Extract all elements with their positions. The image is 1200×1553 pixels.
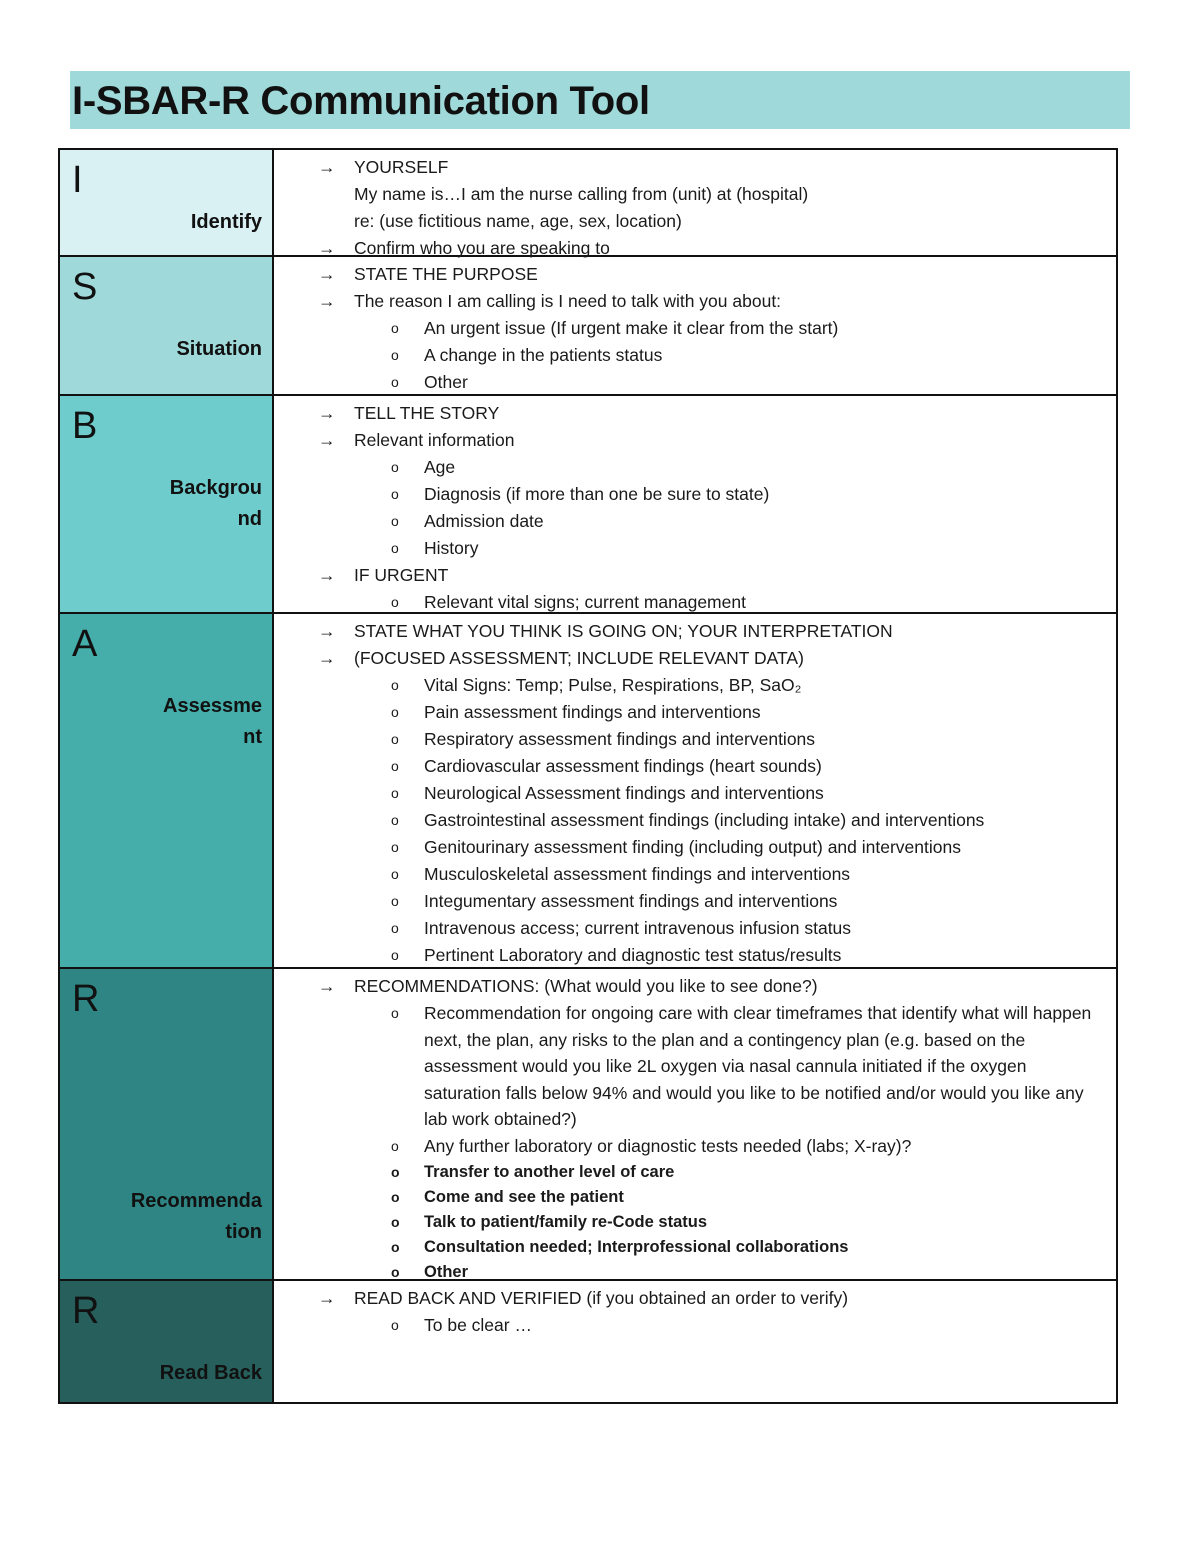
- section-letter: A: [72, 623, 98, 665]
- arrow-bullet-icon: →: [318, 238, 336, 258]
- sub-item: [274, 508, 1106, 535]
- section-letter: R: [72, 978, 100, 1020]
- line-text: Any further laboratory or diagnostic tests needed (labs; X-ray)?: [424, 1135, 912, 1156]
- content-line: [274, 181, 1106, 208]
- circle-bullet-icon: o: [391, 677, 399, 693]
- circle-bullet-icon: o: [391, 947, 399, 963]
- arrow-bullet-icon: →: [318, 430, 336, 450]
- line-text: Musculoskeletal assessment findings and interventions: [424, 864, 851, 884]
- line-text: Intravenous access; current intravenous infusion status: [424, 918, 852, 938]
- section-label-cell: [60, 150, 274, 255]
- section-word: [112, 207, 262, 238]
- section-background: [60, 396, 1116, 614]
- section-word-line: Read Back: [159, 1362, 262, 1384]
- section-word: [112, 334, 262, 365]
- sub-item: [274, 535, 1106, 562]
- circle-bullet-icon: o: [391, 486, 399, 502]
- circle-bullet-icon: o: [391, 1005, 399, 1021]
- sub-item: [274, 834, 1106, 861]
- section-word: [112, 473, 262, 535]
- line-text: re: (use fictitious name, age, sex, location): [354, 211, 682, 231]
- sub-item: [274, 1133, 1106, 1160]
- sub-item: [274, 861, 1106, 888]
- circle-bullet-icon: o: [391, 758, 399, 774]
- isbar-table: [58, 148, 1118, 1404]
- section-label-cell: [60, 969, 274, 1279]
- line-text: TELL THE STORY: [354, 403, 500, 423]
- circle-bullet-icon: o: [391, 812, 399, 828]
- section-letter: R: [72, 1290, 100, 1332]
- circle-bullet-icon: o: [391, 920, 399, 936]
- line-text: YOURSELF: [354, 157, 449, 177]
- section-label-cell: [60, 396, 274, 612]
- arrow-bullet-icon: →: [318, 264, 336, 284]
- sub-item: [274, 454, 1106, 481]
- line-text: Other: [424, 1262, 469, 1281]
- section-letter: I: [72, 159, 83, 201]
- sub-item: [274, 1000, 1106, 1133]
- sub-item: [274, 1185, 1106, 1210]
- line-text: Other: [424, 372, 468, 392]
- arrow-bullet-icon: →: [318, 976, 336, 996]
- section-word: [112, 1186, 262, 1248]
- section-content: [274, 614, 1116, 967]
- line-text: An urgent issue (If urgent make it clear from the start): [424, 318, 839, 338]
- section-word-line: Situation: [176, 338, 262, 360]
- circle-bullet-icon: o: [391, 374, 399, 390]
- content-line: [274, 1285, 1106, 1312]
- section-letter: B: [72, 405, 98, 447]
- circle-bullet-icon: o: [391, 1213, 400, 1230]
- section-letter: S: [72, 266, 98, 308]
- circle-bullet-icon: o: [391, 594, 399, 610]
- line-text: A change in the patients status: [424, 345, 663, 365]
- sub-item: [274, 699, 1106, 726]
- circle-bullet-icon: o: [391, 1238, 400, 1255]
- section-word-line: Recommenda: [130, 1190, 262, 1212]
- line-text: Confirm who you are speaking to: [354, 238, 610, 258]
- line-text: Admission date: [424, 511, 544, 531]
- line-text: Relevant information: [354, 430, 515, 450]
- line-text: My name is…I am the nurse calling from (unit) at (hospital): [354, 184, 809, 204]
- section-label-cell: [60, 614, 274, 967]
- line-text: Talk to patient/family re-Code status: [424, 1212, 707, 1231]
- section-assessment: [60, 614, 1116, 969]
- section-content: [274, 396, 1116, 612]
- circle-bullet-icon: o: [391, 893, 399, 909]
- sub-item: [274, 807, 1106, 834]
- circle-bullet-icon: o: [391, 540, 399, 556]
- sub-item: [274, 888, 1106, 915]
- section-content: [274, 257, 1116, 394]
- page-title: I-SBAR-R Communication Tool: [72, 79, 650, 123]
- line-text: READ BACK AND VERIFIED (if you obtained an order to verify): [354, 1288, 849, 1308]
- line-text: Genitourinary assessment finding (including output) and interventions: [424, 837, 961, 857]
- line-text: STATE WHAT YOU THINK IS GOING ON; YOUR INTERPRETATION: [354, 621, 893, 641]
- arrow-bullet-icon: →: [318, 621, 336, 641]
- line-text: Relevant vital signs; current management: [424, 592, 746, 612]
- line-text: Cardiovascular assessment findings (heart sounds): [424, 756, 822, 776]
- sub-item: [274, 1210, 1106, 1235]
- content-line: [274, 973, 1106, 1000]
- section-situation: [60, 257, 1116, 396]
- sub-item: [274, 481, 1106, 508]
- content-line: [274, 261, 1106, 288]
- arrow-bullet-icon: →: [318, 648, 336, 668]
- line-text: The reason I am calling is I need to talk with you about:: [354, 291, 782, 311]
- line-text: Transfer to another level of care: [424, 1162, 675, 1181]
- arrow-bullet-icon: →: [318, 403, 336, 423]
- sub-item: [274, 780, 1106, 807]
- section-recommendation: [60, 969, 1116, 1281]
- sub-item: [274, 672, 1106, 699]
- line-text: Pertinent Laboratory and diagnostic test status/results: [424, 945, 842, 965]
- sub-item: [274, 1260, 1106, 1285]
- section-identify: [60, 150, 1116, 257]
- sub-item: [274, 1312, 1106, 1339]
- line-text: RECOMMENDATIONS: (What would you like to see done?): [354, 976, 818, 996]
- content-line: [274, 154, 1106, 181]
- line-text: Respiratory assessment findings and interventions: [424, 729, 816, 749]
- sub-item: [274, 589, 1106, 616]
- sub-item: [274, 342, 1106, 369]
- circle-bullet-icon: o: [391, 866, 399, 882]
- sub-item: [274, 726, 1106, 753]
- arrow-bullet-icon: →: [318, 1288, 336, 1308]
- section-word-line: Identify: [190, 211, 262, 233]
- content-line: [274, 400, 1106, 427]
- circle-bullet-icon: o: [391, 785, 399, 801]
- line-text: Pain assessment findings and interventions: [424, 702, 761, 722]
- circle-bullet-icon: o: [391, 347, 399, 363]
- line-text: IF URGENT: [354, 565, 449, 585]
- arrow-bullet-icon: →: [318, 565, 336, 585]
- arrow-bullet-icon: →: [318, 291, 336, 311]
- arrow-bullet-icon: →: [318, 157, 336, 177]
- section-content: [274, 150, 1116, 258]
- section-label-cell: [60, 1281, 274, 1402]
- circle-bullet-icon: o: [391, 513, 399, 529]
- line-text: Vital Signs: Temp; Pulse, Respirations, BP, SaO₂: [424, 675, 802, 695]
- circle-bullet-icon: o: [391, 1137, 399, 1154]
- circle-bullet-icon: o: [391, 1188, 400, 1205]
- sub-item: [274, 369, 1106, 396]
- section-word-line: Assessme: [163, 695, 262, 717]
- content-line: [274, 235, 1106, 262]
- line-text: Age: [424, 457, 456, 477]
- section-word-line: Backgrou: [169, 477, 262, 499]
- section-word: [112, 1358, 262, 1389]
- line-text: Gastrointestinal assessment findings (including intake) and interventions: [424, 810, 985, 830]
- content-line: [274, 208, 1106, 235]
- line-text: Diagnosis (if more than one be sure to state): [424, 484, 770, 504]
- circle-bullet-icon: o: [391, 1263, 400, 1280]
- sub-item: [274, 915, 1106, 942]
- section-word-line: tion: [225, 1221, 262, 1243]
- content-line: [274, 427, 1106, 454]
- line-text: Recommendation for ongoing care with clear timeframes that identify what will happen next, the plan, any risks to the plan and a contingency plan (e.g. based on the assessment would you like 2L oxygen via nasal cannula initiated if the oxygen saturation falls below 94% and would you like to be notified and/or would you like any lab work obtained?): [424, 1003, 1092, 1129]
- line-text: History: [424, 538, 479, 558]
- circle-bullet-icon: o: [391, 1317, 399, 1333]
- line-text: Integumentary assessment findings and interventions: [424, 891, 838, 911]
- circle-bullet-icon: o: [391, 459, 399, 475]
- section-word-line: nt: [243, 726, 262, 748]
- section-content: [274, 969, 1116, 1279]
- sub-item: [274, 1235, 1106, 1260]
- section-word-line: nd: [237, 508, 262, 530]
- sub-item: [274, 315, 1106, 342]
- line-text: (FOCUSED ASSESSMENT; INCLUDE RELEVANT DATA): [354, 648, 804, 668]
- line-text: To be clear …: [424, 1315, 532, 1335]
- circle-bullet-icon: o: [391, 704, 399, 720]
- line-text: Neurological Assessment findings and interventions: [424, 783, 824, 803]
- circle-bullet-icon: o: [391, 320, 399, 336]
- content-line: [274, 562, 1106, 589]
- sub-item: [274, 1160, 1106, 1185]
- content-line: [274, 645, 1106, 672]
- title-bar: [70, 71, 1130, 129]
- circle-bullet-icon: o: [391, 1163, 400, 1180]
- section-word: [112, 691, 262, 753]
- section-content: [274, 1281, 1116, 1402]
- circle-bullet-icon: o: [391, 731, 399, 747]
- line-text: Consultation needed; Interprofessional collaborations: [424, 1237, 849, 1256]
- circle-bullet-icon: o: [391, 839, 399, 855]
- sub-item: [274, 753, 1106, 780]
- line-text: STATE THE PURPOSE: [354, 264, 538, 284]
- line-text: Come and see the patient: [424, 1187, 624, 1206]
- section-read-back: [60, 1281, 1116, 1402]
- section-label-cell: [60, 257, 274, 394]
- content-line: [274, 288, 1106, 315]
- sub-item: [274, 942, 1106, 969]
- content-line: [274, 618, 1106, 645]
